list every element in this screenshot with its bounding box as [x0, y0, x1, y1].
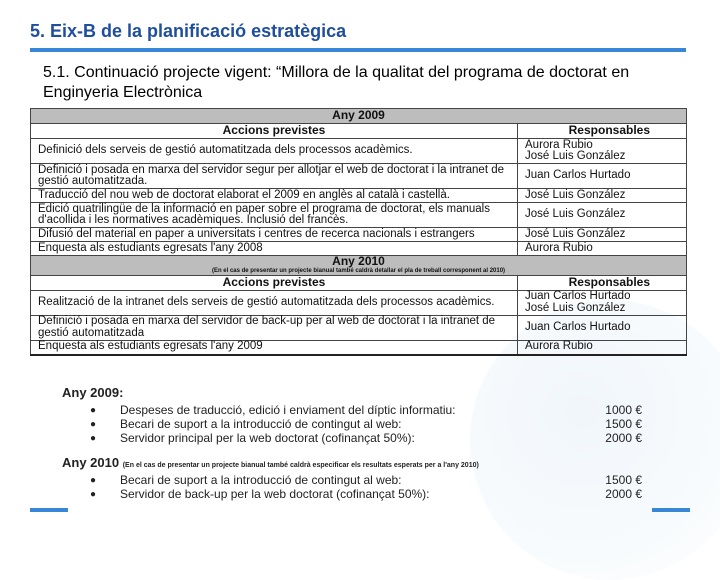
responsable-name: Juan Carlos Hurtado: [525, 169, 631, 182]
table-row: [31, 315, 687, 340]
budget-item-amount: 2000 €: [605, 431, 642, 445]
responsable-cell: [518, 164, 687, 189]
action-cell: Realització de la intranet dels serveis de gestió automatitzada dels processos acadèmics.: [31, 290, 518, 315]
column-header-actions: Accions previstes: [31, 124, 518, 139]
budget-item-amount: 1500 €: [605, 473, 642, 487]
responsable-name: José Luis González: [525, 208, 626, 221]
budget-2010-note: (En el cas de presentar un projecte bianual també caldrà especificar els resultats esperats per a l'any 2010): [122, 462, 479, 469]
responsable-name: Aurora Rubio: [525, 340, 593, 353]
budget-item-label: Servidor de back-up per la web doctorat (cofinançat 50%):: [120, 487, 430, 501]
table-row: [31, 340, 687, 355]
action-cell: Enquesta als estudiants egresats l'any 2008: [31, 242, 518, 256]
budget-item: [62, 487, 642, 501]
budget-list-2010: [62, 473, 642, 501]
responsable-name: José Luis González: [525, 188, 626, 201]
bullet-icon: ●: [90, 474, 97, 486]
table-year-note: (En el cas de presentar un projecte bianual també caldrà detallar el pla de treball corresponent al 2010): [211, 267, 506, 274]
responsable-cell: [518, 340, 687, 355]
budget-item: [62, 473, 642, 487]
table-header-row: [31, 275, 687, 290]
section-subtitle: 5.1. Continuació projecte vigent: “Millora de la qualitat del programa de doctorat en Enginyeria Electrònica: [43, 64, 630, 101]
budget-item-amount: 2000 €: [605, 487, 642, 501]
column-header-actions: Accions previstes: [31, 275, 518, 290]
bullet-icon: ●: [90, 418, 97, 430]
budget-year-2010-heading: Any 2010 (En el cas de presentar un projecte bianual també caldrà especificar els resultats esperats per a l'any 2010): [62, 455, 479, 470]
budget-item-label: Becari de suport a la introducció de contingut al web:: [120, 473, 402, 487]
budget-item: [62, 431, 642, 445]
table-row: [31, 139, 687, 164]
bullet-icon: ●: [90, 488, 97, 500]
budget-item-amount: 1000 €: [605, 403, 642, 417]
budget-item-label: Despeses de traducció, edició i enviament del díptic informatiu:: [120, 403, 456, 417]
action-cell: Enquesta als estudiants egresats l'any 2009: [31, 340, 518, 355]
table-row: [31, 228, 687, 242]
budget-section: [62, 385, 642, 501]
action-cell: Edició quatrilingüe de la informació en paper sobre el programa de doctorat, els manuals d'acollida i les normatives acadèmiques. Inclusió del francès.: [31, 203, 518, 228]
table-year-label: Any 2010: [332, 254, 385, 268]
responsable-name: José Luis González: [525, 150, 626, 162]
footer-bar-left: [30, 508, 68, 512]
budget-list-2009: [62, 403, 642, 445]
responsable-cell: [518, 189, 687, 203]
responsable-name: Juan Carlos Hurtado: [525, 290, 631, 302]
table-year-row: [31, 109, 687, 124]
responsable-name: José Luis González: [525, 227, 626, 240]
table-year-cell: [31, 256, 687, 276]
title-divider: [30, 48, 686, 52]
action-cell: Definició dels serveis de gestió automatitzada dels processos acadèmics.: [31, 139, 518, 164]
table-year-label: Any 2009: [332, 108, 385, 123]
bullet-icon: ●: [90, 432, 97, 444]
action-cell: Traducció del nou web de doctorat elaborat el 2009 en anglès al català i castellà.: [31, 189, 518, 203]
footer-bar-right: [652, 508, 690, 512]
budget-item: [62, 417, 642, 431]
responsable-cell: [518, 315, 687, 340]
budget-item-label: Becari de suport a la introducció de contingut al web:: [120, 417, 402, 431]
page-title: 5. Eix-B de la planificació estratègica: [30, 21, 347, 41]
table-row: [31, 290, 687, 315]
budget-item-amount: 1500 €: [605, 417, 642, 431]
actions-table: [30, 108, 687, 356]
responsable-name: José Luis González: [525, 301, 626, 314]
action-cell: Definició i posada en marxa del servidor de back-up per al web de doctorat i la intranet de gestió automatitzada: [31, 315, 518, 340]
bullet-icon: ●: [90, 404, 97, 416]
budget-item: [62, 403, 642, 417]
responsable-name: Aurora Rubio: [525, 138, 593, 151]
responsable-name: Aurora Rubio: [525, 241, 593, 254]
column-header-responsables: Responsables: [518, 124, 687, 139]
budget-item-label: Servidor principal per la web doctorat (cofinançat 50%):: [120, 431, 415, 445]
table-header-row: [31, 124, 687, 139]
column-header-responsables: Responsables: [518, 275, 687, 290]
responsable-cell: [518, 290, 687, 315]
action-cell: Definició i posada en marxa del servidor segur per allotjar el web de doctorat i la intranet de gestió automatitzada.: [31, 164, 518, 189]
responsable-cell: [518, 139, 687, 164]
table-row: [31, 189, 687, 203]
table-year-row: [31, 256, 687, 276]
action-cell: Difusió del material en paper a universitats i centres de recerca nacionals i estrangers: [31, 228, 518, 242]
responsable-cell: [518, 228, 687, 242]
responsable-cell: [518, 203, 687, 228]
table-row: [31, 203, 687, 228]
responsable-cell: [518, 242, 687, 256]
responsable-name: Juan Carlos Hurtado: [525, 320, 631, 333]
table-row: [31, 164, 687, 189]
budget-year-2009-heading: Any 2009:: [62, 385, 124, 400]
table-year-cell: [31, 109, 687, 124]
